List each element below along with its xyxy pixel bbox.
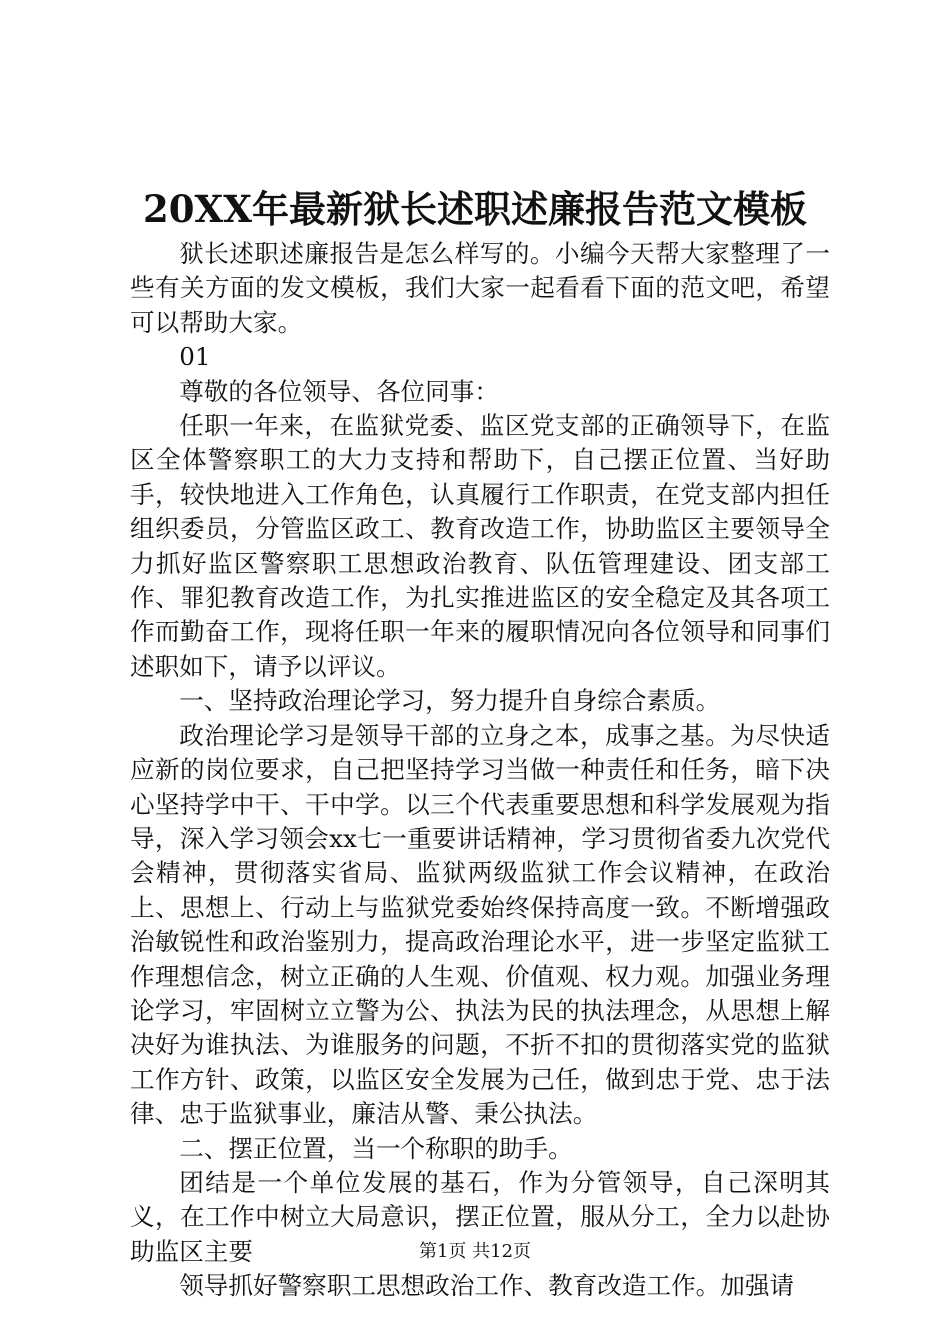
body-paragraph: 政治理论学习是领导干部的立身之本，成事之基。为尽快适应新的岗位要求，自己把坚持学习当做一种责任和任务，暗下决心坚持学中干、干中学。以三个代表重要思想和科学发展观为指导，深入学习领会xx七一重要讲话精神，学习贯彻省委九次党代会精神，贯彻落实省局、监狱两级监狱工作会议精神，在政治上、思想上、行动上与监狱党委始终保持高度一致。不断增强政治敏锐性和政治鉴别力，提高政治理论水平，进一步坚定监狱工作理想信念，树立正确的人生观、价值观、权力观。加强业务理论学习，牢固树立立警为公、执法为民的执法理念，从思想上解决好为谁执法、为谁服务的问题，不折不扣的贯彻落实党的监狱工作方针、政策，以监区安全发展为己任，做到忠于党、忠于法律、忠于监狱事业，廉洁从警、秉公执法。 [130,720,830,1129]
section-number: 01 [179,342,211,372]
page-number: 第1页 [418,1241,467,1262]
section-heading: 二、摆正位置，当一个称职的助手。 [179,1133,573,1163]
body-paragraph: 任职一年来，在监狱党委、监区党支部的正确领导下，在监区全体警察职工的大力支持和帮助下，自己摆正位置、当好助手，较快地进入工作角色，认真履行工作职责，在党支部内担任组织委员，分管监区政工、教育改造工作，协助监区主要领导全力抓好监区警察职工思想政治教育、队伍管理建设、团支部工作、罪犯教育改造工作，为扎实推进监区的安全稳定及其各项工作而勤奋工作，现将任职一年来的履职情况向各位领导和同事们述职如下，请予以评议。 [130,411,830,681]
page-footer [0,1240,950,1264]
intro-paragraph: 狱长述职述廉报告是怎么样写的。小编今天帮大家整理了一些有关方面的发文模板，我们大家一起看看下面的范文吧，希望可以帮助大家。 [130,239,830,337]
body-paragraph: 领导抓好警察职工思想政治工作、教育改造工作。加强请 [179,1271,795,1301]
document-title: 20XX年最新狱长述职述廉报告范文模板 [143,187,807,231]
document-body [130,237,830,1304]
body-paragraph: 团结是一个单位发展的基石，作为分管领导，自己深明其义，在工作中树立大局意识，摆正位置，服从分工，全力以赴协助监区主要 [130,1167,830,1266]
salutation: 尊敬的各位领导、各位同事： [179,376,499,406]
page-total: 共12页 [472,1241,532,1262]
section-heading: 一、坚持政治理论学习，努力提升自身综合素质。 [179,686,721,716]
